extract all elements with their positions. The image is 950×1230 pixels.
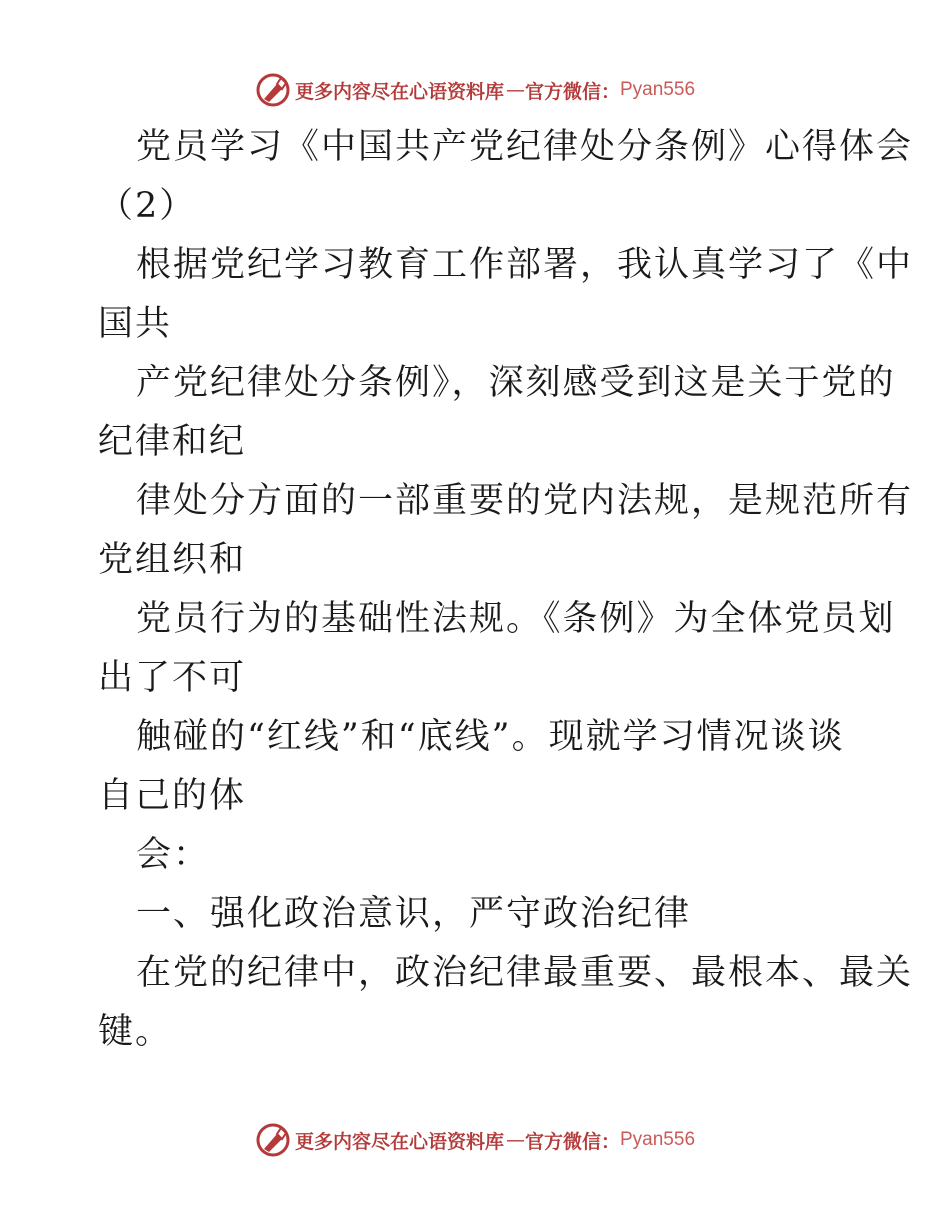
banner-text: 更多内容尽在心语资料库 xyxy=(294,1130,504,1153)
document-body xyxy=(98,118,914,1062)
banner-dash: — xyxy=(505,79,525,101)
doc-line: 根据党纪学习教育工作部署，我认真学习了《中 xyxy=(136,245,914,285)
footer-banner xyxy=(0,1120,950,1160)
banner-wechat-label: 官方微信： xyxy=(524,1130,620,1153)
doc-line: 自己的体 xyxy=(98,776,247,816)
banner-wechat-id: Pyan556 xyxy=(620,79,696,100)
pen-nib-logo-icon xyxy=(255,1122,291,1158)
banner-text: 更多内容尽在心语资料库 xyxy=(294,80,504,103)
doc-line: 产党纪律处分条例》，深刻感受到这是关于党的 xyxy=(136,363,896,403)
doc-line: 纪律和纪 xyxy=(98,422,247,462)
doc-line: 触碰的“红线”和“底线”。现就学习情况谈谈 xyxy=(136,717,845,757)
header-banner xyxy=(0,70,950,110)
banner-wechat-id: Pyan556 xyxy=(620,1129,696,1150)
pen-nib-logo-icon xyxy=(255,72,291,108)
doc-line: 在党的纪律中，政治纪律最重要、最根本、最关 xyxy=(136,953,914,993)
doc-title-line-1: 党员学习《中国共产党纪律处分条例》心得体会 xyxy=(136,127,914,167)
doc-line: 键。 xyxy=(98,1012,173,1052)
doc-title-line-2: （2） xyxy=(98,186,197,226)
doc-line: 国共 xyxy=(98,304,173,344)
banner-dash: — xyxy=(505,1129,525,1151)
doc-line: 律处分方面的一部重要的党内法规，是规范所有 xyxy=(136,481,914,521)
section-heading: 一、强化政治意识，严守政治纪律 xyxy=(136,894,692,934)
banner-wechat-label: 官方微信： xyxy=(524,80,620,103)
doc-line: 会： xyxy=(136,835,211,875)
doc-line: 党员行为的基础性法规。《条例》为全体党员划 xyxy=(136,599,896,639)
doc-line: 出了不可 xyxy=(98,658,247,698)
doc-line: 党组织和 xyxy=(98,540,247,580)
